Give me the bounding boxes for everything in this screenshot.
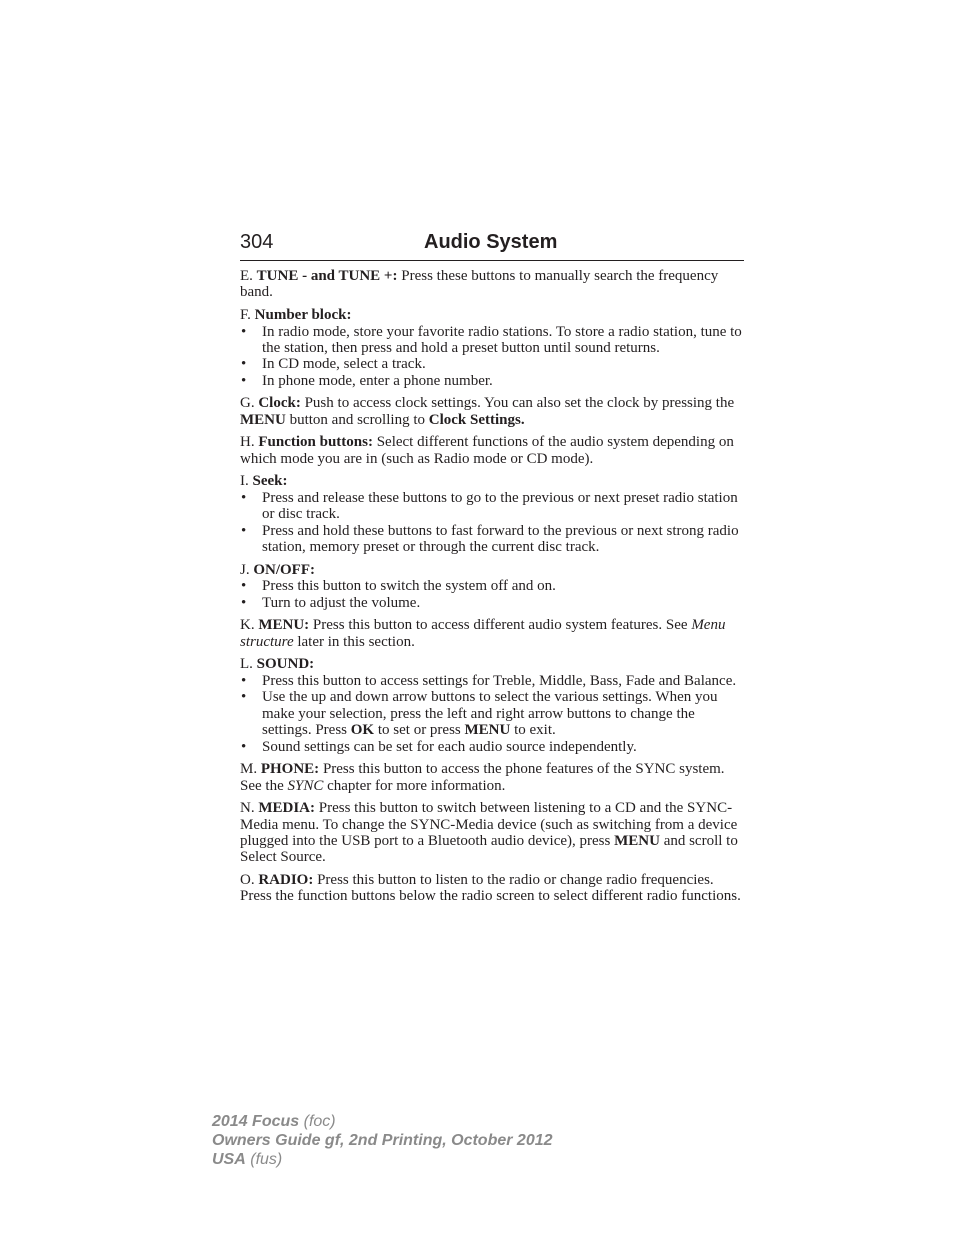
item-g-text-2: button and scrolling to (289, 411, 425, 428)
item-l-letter: L. (240, 656, 253, 673)
item-e-paragraph (240, 268, 746, 301)
bullet-icon: • (241, 689, 247, 706)
bullet-icon: • (241, 594, 247, 611)
list-item (240, 578, 746, 594)
list-item-text: Press and hold these buttons to fast forward to the previous or next strong radio station, memory preset or through the current disc track. (262, 522, 739, 556)
item-o-term: RADIO: (258, 872, 314, 889)
list-item (240, 490, 746, 523)
item-g-term: Clock: (258, 395, 301, 412)
bullet-icon: • (241, 323, 247, 340)
menu-keyword: MENU (464, 722, 511, 739)
item-l-paragraph (240, 656, 746, 672)
item-n-paragraph (240, 800, 746, 866)
list-item (240, 523, 746, 556)
item-n-text-2: and scroll to Select Source. (240, 833, 738, 866)
main-content (240, 268, 746, 911)
list-item-text: Turn to adjust the volume. (262, 594, 421, 611)
footer-model-line (212, 1112, 553, 1131)
list-item (240, 739, 746, 755)
item-j-term: ON/OFF: (253, 561, 315, 578)
item-g-clock-settings-keyword: Clock Settings. (428, 411, 525, 428)
item-k-text-2: later in this section. (297, 633, 415, 650)
item-h-paragraph (240, 434, 746, 467)
item-m-term: PHONE: (260, 761, 320, 778)
item-m-text-2: chapter for more information. (327, 777, 506, 794)
item-m-sync-reference: SYNC (287, 777, 324, 794)
item-m-paragraph (240, 761, 746, 794)
item-l-bullet-list (240, 673, 746, 755)
item-f-term: Number block: (254, 307, 352, 323)
list-item (240, 689, 746, 738)
bullet-icon: • (241, 356, 247, 373)
item-e-term: TUNE - and TUNE +: (256, 268, 398, 284)
item-f-paragraph (240, 307, 746, 323)
item-h-text: Select different functions of the audio system depending on which mode you are in (such as Radio mode or CD mode). (240, 434, 734, 467)
page-footer (212, 1112, 553, 1169)
list-item-text: In radio mode, store your favorite radio stations. To store a radio station, tune to the station, then press and hold a preset button until sound returns. (262, 323, 742, 356)
item-f-bullet-list (240, 324, 746, 390)
item-n-menu-keyword: MENU (614, 833, 660, 850)
item-i-paragraph (240, 473, 746, 489)
item-k-text: Press this button to access different audio system features. See (312, 617, 688, 634)
footer-model-code: (foc) (303, 1113, 336, 1130)
page-header (240, 228, 744, 261)
item-g-menu-keyword: MENU (240, 411, 286, 428)
item-e-letter: E. (240, 268, 253, 284)
bullet-icon: • (241, 490, 247, 506)
footer-market-line (212, 1150, 553, 1169)
item-k-menu-structure-reference: Menu structure (240, 617, 726, 650)
item-l-term: SOUND: (256, 656, 315, 673)
item-i-term: Seek: (252, 473, 288, 490)
list-item (240, 373, 746, 389)
item-k-paragraph (240, 617, 746, 650)
list-item-text-2: to set or press (377, 722, 461, 739)
list-item-text-3: to exit. (514, 722, 556, 739)
item-i-letter: I. (240, 473, 249, 490)
bullet-icon: • (241, 673, 247, 689)
item-e-text: Press these buttons to manually search the frequency band. (240, 268, 719, 301)
list-item-text: In CD mode, select a track. (262, 356, 426, 373)
item-h-term: Function buttons: (258, 434, 373, 451)
list-item-text: In phone mode, enter a phone number. (262, 372, 493, 389)
item-g-text: Push to access clock settings. You can also set the clock by pressing the (304, 395, 735, 412)
footer-model: 2014 Focus (212, 1113, 300, 1130)
item-i-bullet-list (240, 490, 746, 556)
item-j-paragraph (240, 562, 746, 578)
item-m-text: Press this button to access the phone features of the SYNC system. See the (240, 761, 725, 794)
bullet-icon: • (241, 738, 247, 755)
list-item (240, 673, 746, 689)
item-k-letter: K. (240, 617, 255, 634)
item-j-letter: J. (240, 561, 250, 578)
list-item-text: Press this button to switch the system off and on. (262, 578, 556, 595)
footer-guide-line: Owners Guide gf, 2nd Printing, October 2012 (212, 1132, 553, 1149)
item-n-text: Press this button to switch between listening to a CD and the SYNC-Media menu. To change the SYNC-Media device (such as switching from a device plugged into the USB port to a Bluetooth audio device), press (240, 800, 738, 850)
list-item-text: Sound settings can be set for each audio source independently. (262, 738, 637, 755)
item-o-letter: O. (240, 872, 255, 889)
item-m-letter: M. (240, 761, 258, 778)
item-k-term: MENU: (258, 617, 310, 634)
list-item-text: Press and release these buttons to go to the previous or next preset radio station or disc track. (262, 490, 738, 523)
item-g-paragraph (240, 395, 746, 428)
item-o-paragraph (240, 872, 746, 905)
bullet-icon: • (241, 578, 247, 595)
item-h-letter: H. (240, 434, 255, 451)
ok-keyword: OK (350, 722, 375, 739)
section-title: Audio System (424, 231, 558, 253)
item-n-letter: N. (240, 800, 255, 817)
list-item (240, 595, 746, 611)
item-g-letter: G. (240, 395, 255, 412)
bullet-icon: • (241, 372, 247, 389)
item-n-term: MEDIA: (258, 800, 316, 817)
list-item (240, 356, 746, 372)
list-item-text: Press this button to access settings for Treble, Middle, Bass, Fade and Balance. (262, 673, 737, 689)
footer-market-code: (fus) (250, 1151, 283, 1168)
list-item (240, 324, 746, 357)
item-o-text: Press this button to listen to the radio or change radio frequencies. Press the function buttons below the radio screen to select different radio functions. (240, 872, 741, 905)
bullet-icon: • (241, 522, 247, 539)
item-j-bullet-list (240, 578, 746, 611)
list-item-text: Use the up and down arrow buttons to select the various settings. When you make your selection, press the left and right arrow buttons to change the settings. Press (262, 689, 718, 739)
item-f-letter: F. (240, 307, 251, 323)
page-number: 304 (240, 231, 274, 253)
footer-market: USA (212, 1151, 246, 1168)
